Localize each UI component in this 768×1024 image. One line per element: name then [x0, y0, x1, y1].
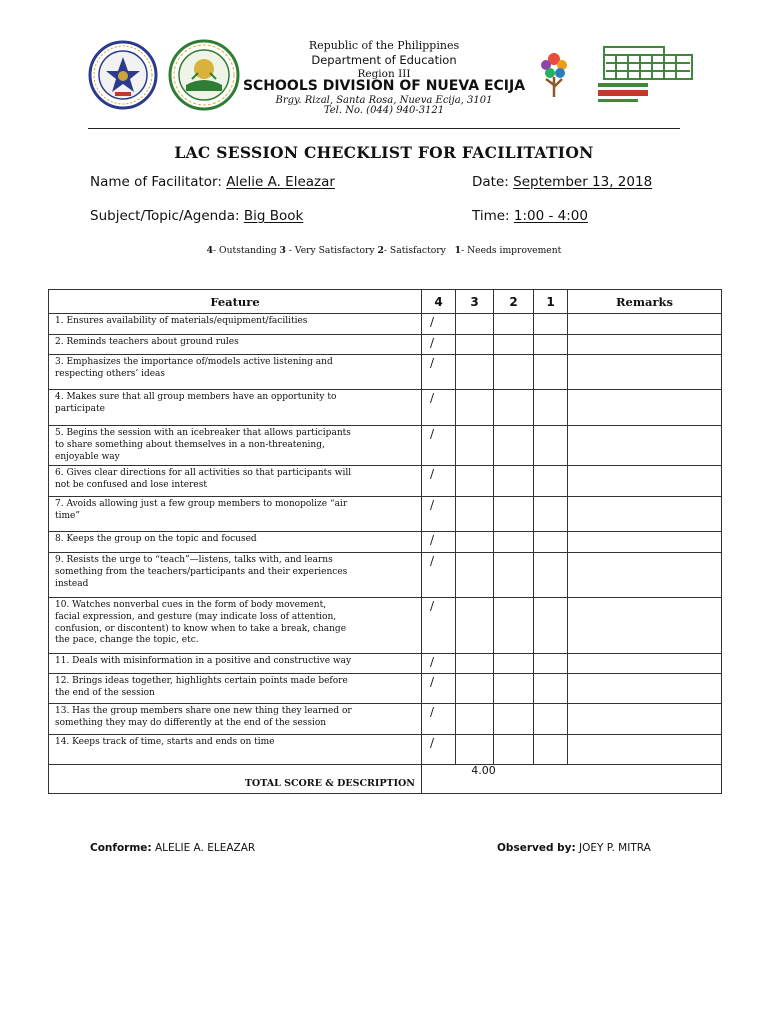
region-line: Region III	[357, 68, 411, 80]
score-3-cell	[456, 654, 494, 674]
score-1-cell	[534, 654, 568, 674]
feature-text: enjoyable way	[55, 451, 120, 462]
facilitator-value: Alelie A. Eleazar	[226, 174, 335, 190]
score-2-cell	[494, 355, 534, 390]
check-mark: /	[430, 736, 435, 750]
score-3-cell	[456, 674, 494, 704]
document-title: LAC SESSION CHECKLIST FOR FACILITATION	[174, 143, 594, 162]
division-telephone: Tel. No. (044) 940-3121	[323, 105, 445, 116]
remarks-cell	[568, 674, 722, 704]
check-mark: /	[430, 336, 435, 350]
check-mark: /	[430, 315, 435, 329]
feature-text: to share something about themselves in a non-threatening,	[55, 439, 325, 450]
check-mark: /	[430, 356, 435, 370]
feature-text: 8. Keeps the group on the topic and focused	[55, 534, 257, 544]
date-label: Date:	[472, 174, 509, 190]
score-2-cell	[494, 497, 534, 532]
time-value: 1:00 - 4:00	[513, 208, 588, 224]
feature-cell	[49, 426, 422, 466]
score-2-cell	[494, 735, 534, 765]
score-1-cell	[534, 674, 568, 704]
score-2-cell	[494, 674, 534, 704]
legend-text: - Satisfactory	[383, 245, 446, 256]
score-4-cell	[422, 532, 456, 553]
feature-text: something they may do differently at the end of the session	[55, 717, 327, 728]
observed-name: JOEY P. MITRA	[579, 842, 651, 854]
header-divider	[88, 128, 680, 129]
table-row	[49, 314, 722, 335]
remarks-cell	[568, 466, 722, 497]
score-1-cell	[534, 335, 568, 355]
greater-heights-logo	[534, 43, 702, 107]
check-mark: /	[430, 705, 435, 719]
score-2-cell	[494, 466, 534, 497]
score-2-cell	[494, 314, 534, 335]
score-1-cell	[534, 704, 568, 735]
score-4-cell	[422, 355, 456, 390]
feature-text: 7. Avoids allowing just a few group members to monopolize “air	[55, 499, 348, 509]
time-field	[472, 208, 588, 224]
table-row	[49, 497, 722, 532]
feature-cell	[49, 674, 422, 704]
score-3-cell	[456, 598, 494, 654]
header-remarks: Remarks	[568, 290, 722, 314]
legend-score: 4	[206, 245, 214, 256]
facilitator-label: Name of Facilitator:	[90, 174, 222, 190]
score-1-cell	[534, 390, 568, 426]
division-name: SCHOOLS DIVISION OF NUEVA ECIJA	[242, 78, 526, 94]
feature-cell	[49, 735, 422, 765]
check-mark: /	[430, 554, 435, 568]
score-3-cell	[456, 426, 494, 466]
subject-label: Subject/Topic/Agenda:	[90, 208, 240, 224]
legend-text: - Outstanding	[213, 245, 277, 256]
score-3-cell	[456, 466, 494, 497]
feature-text: participate	[55, 403, 105, 414]
table-row	[49, 532, 722, 553]
score-1-cell	[534, 735, 568, 765]
feature-cell	[49, 532, 422, 553]
conforme-signature	[90, 842, 255, 854]
feature-cell	[49, 390, 422, 426]
score-3-cell	[456, 532, 494, 553]
feature-cell	[49, 704, 422, 735]
remarks-cell	[568, 735, 722, 765]
score-4-cell	[422, 654, 456, 674]
checklist-rows	[49, 314, 722, 765]
table-row	[49, 674, 722, 704]
score-4-cell	[422, 314, 456, 335]
score-3-cell	[456, 735, 494, 765]
score-1-cell	[534, 532, 568, 553]
score-4-cell	[422, 674, 456, 704]
feature-text: the end of the session	[55, 687, 155, 698]
header-score-4: 4	[422, 290, 456, 314]
feature-cell	[49, 654, 422, 674]
check-mark: /	[430, 498, 435, 512]
score-2-cell	[494, 426, 534, 466]
table-row	[49, 704, 722, 735]
feature-cell	[49, 314, 422, 335]
feature-text: the pace, change the topic, etc.	[55, 635, 199, 646]
remarks-cell	[568, 654, 722, 674]
feature-text: respecting others’ ideas	[55, 368, 166, 379]
deped-seal-logo	[88, 40, 158, 110]
legend-score: 3	[279, 245, 286, 256]
time-label: Time:	[472, 208, 510, 224]
feature-text: confusion, or discontent) to know when to take a break, change	[55, 623, 347, 634]
feature-text: 13. Has the group members share one new thing they learned or	[55, 706, 352, 716]
date-value: September 13, 2018	[513, 174, 653, 190]
table-row	[49, 466, 722, 497]
feature-text: 5. Begins the session with an icebreaker that allows participants	[55, 428, 351, 438]
score-4-cell	[422, 735, 456, 765]
table-row	[49, 735, 722, 765]
observer-signature	[497, 842, 651, 854]
feature-text: not be confused and lose interest	[55, 479, 207, 490]
score-1-cell	[534, 466, 568, 497]
feature-text: facial expression, and gesture (may indicate loss of attention,	[55, 611, 337, 622]
score-4-cell	[422, 426, 456, 466]
total-score	[422, 765, 722, 794]
remarks-cell	[568, 497, 722, 532]
feature-text: 3. Emphasizes the importance of/models active listening and	[55, 357, 333, 367]
header-score-3: 3	[456, 290, 494, 314]
feature-text: 2. Reminds teachers about ground rules	[55, 337, 239, 347]
score-1-cell	[534, 355, 568, 390]
score-3-cell	[456, 390, 494, 426]
feature-text: 11. Deals with misinformation in a positive and constructive way	[55, 656, 352, 666]
division-address: Brgy. Rizal, Santa Rosa, Nueva Ecija, 3101	[275, 95, 493, 106]
check-mark: /	[430, 467, 435, 481]
table-header-row	[49, 290, 722, 314]
feature-cell	[49, 497, 422, 532]
score-3-cell	[456, 314, 494, 335]
score-2-cell	[494, 532, 534, 553]
legend-score: 1	[454, 245, 462, 256]
score-3-cell	[456, 335, 494, 355]
score-4-cell	[422, 335, 456, 355]
remarks-cell	[568, 314, 722, 335]
feature-text: 12. Brings ideas together, highlights certain points made before	[55, 676, 348, 686]
score-2-cell	[494, 654, 534, 674]
check-mark: /	[430, 675, 435, 689]
republic-line: Republic of the Philippines	[308, 39, 460, 52]
date-field	[472, 174, 652, 190]
score-4-cell	[422, 598, 456, 654]
score-3-cell	[456, 497, 494, 532]
score-3-cell	[456, 553, 494, 598]
table-row	[49, 335, 722, 355]
feature-cell	[49, 355, 422, 390]
observed-label: Observed by:	[497, 842, 576, 854]
feature-cell	[49, 466, 422, 497]
table-row	[49, 426, 722, 466]
table-row	[49, 654, 722, 674]
score-4-cell	[422, 390, 456, 426]
remarks-cell	[568, 553, 722, 598]
score-3-cell	[456, 355, 494, 390]
feature-cell	[49, 553, 422, 598]
feature-text: instead	[55, 578, 89, 589]
table-row	[49, 390, 722, 426]
score-1-cell	[534, 314, 568, 335]
check-mark: /	[430, 427, 435, 441]
score-4-cell	[422, 553, 456, 598]
header-score-2: 2	[494, 290, 534, 314]
remarks-cell	[568, 335, 722, 355]
check-mark: /	[430, 599, 435, 613]
score-2-cell	[494, 598, 534, 654]
legend-text: - Needs improvement	[461, 245, 562, 256]
feature-cell	[49, 335, 422, 355]
feature-text: 14. Keeps track of time, starts and ends on time	[55, 737, 275, 747]
facilitator-field	[90, 174, 335, 190]
feature-text: 6. Gives clear directions for all activities so that participants will	[55, 468, 352, 478]
feature-text: 4. Makes sure that all group members have an opportunity to	[55, 392, 337, 402]
feature-text: something from the teachers/participants and their experiences	[55, 566, 348, 577]
table-row	[49, 553, 722, 598]
total-score-value: 4.00	[471, 764, 496, 777]
check-mark: /	[430, 533, 435, 547]
remarks-cell	[568, 532, 722, 553]
feature-text: 10. Watches nonverbal cues in the form of body movement,	[55, 600, 327, 610]
conforme-label: Conforme:	[90, 842, 152, 854]
subject-value: Big Book	[243, 208, 304, 224]
remarks-cell	[568, 598, 722, 654]
legend-text: - Very Satisfactory	[285, 245, 375, 256]
table-row	[49, 355, 722, 390]
score-1-cell	[534, 553, 568, 598]
remarks-cell	[568, 426, 722, 466]
score-4-cell	[422, 497, 456, 532]
feature-cell	[49, 598, 422, 654]
remarks-cell	[568, 355, 722, 390]
score-2-cell	[494, 704, 534, 735]
score-1-cell	[534, 426, 568, 466]
score-4-cell	[422, 466, 456, 497]
check-mark: /	[430, 391, 435, 405]
feature-text: time”	[55, 510, 80, 521]
legend-score: 2	[377, 245, 384, 256]
rating-legend	[0, 245, 768, 256]
total-row	[49, 765, 722, 794]
checklist-table	[48, 289, 722, 794]
feature-text: 9. Resists the urge to “teach”—listens, talks with, and learns	[55, 555, 333, 565]
total-label: TOTAL SCORE & DESCRIPTION	[49, 765, 422, 794]
score-3-cell	[456, 704, 494, 735]
conforme-name: ALELIE A. ELEAZAR	[154, 842, 256, 854]
remarks-cell	[568, 390, 722, 426]
division-seal-logo	[168, 39, 240, 111]
feature-text: 1. Ensures availability of materials/equipment/facilities	[55, 316, 308, 326]
subject-field	[90, 208, 303, 224]
department-line: Department of Education	[311, 53, 457, 67]
check-mark: /	[430, 655, 435, 669]
remarks-cell	[568, 704, 722, 735]
score-4-cell	[422, 704, 456, 735]
score-1-cell	[534, 497, 568, 532]
header-feature: Feature	[49, 290, 422, 314]
score-2-cell	[494, 553, 534, 598]
table-row	[49, 598, 722, 654]
score-1-cell	[534, 598, 568, 654]
header-score-1: 1	[534, 290, 568, 314]
score-2-cell	[494, 335, 534, 355]
score-2-cell	[494, 390, 534, 426]
